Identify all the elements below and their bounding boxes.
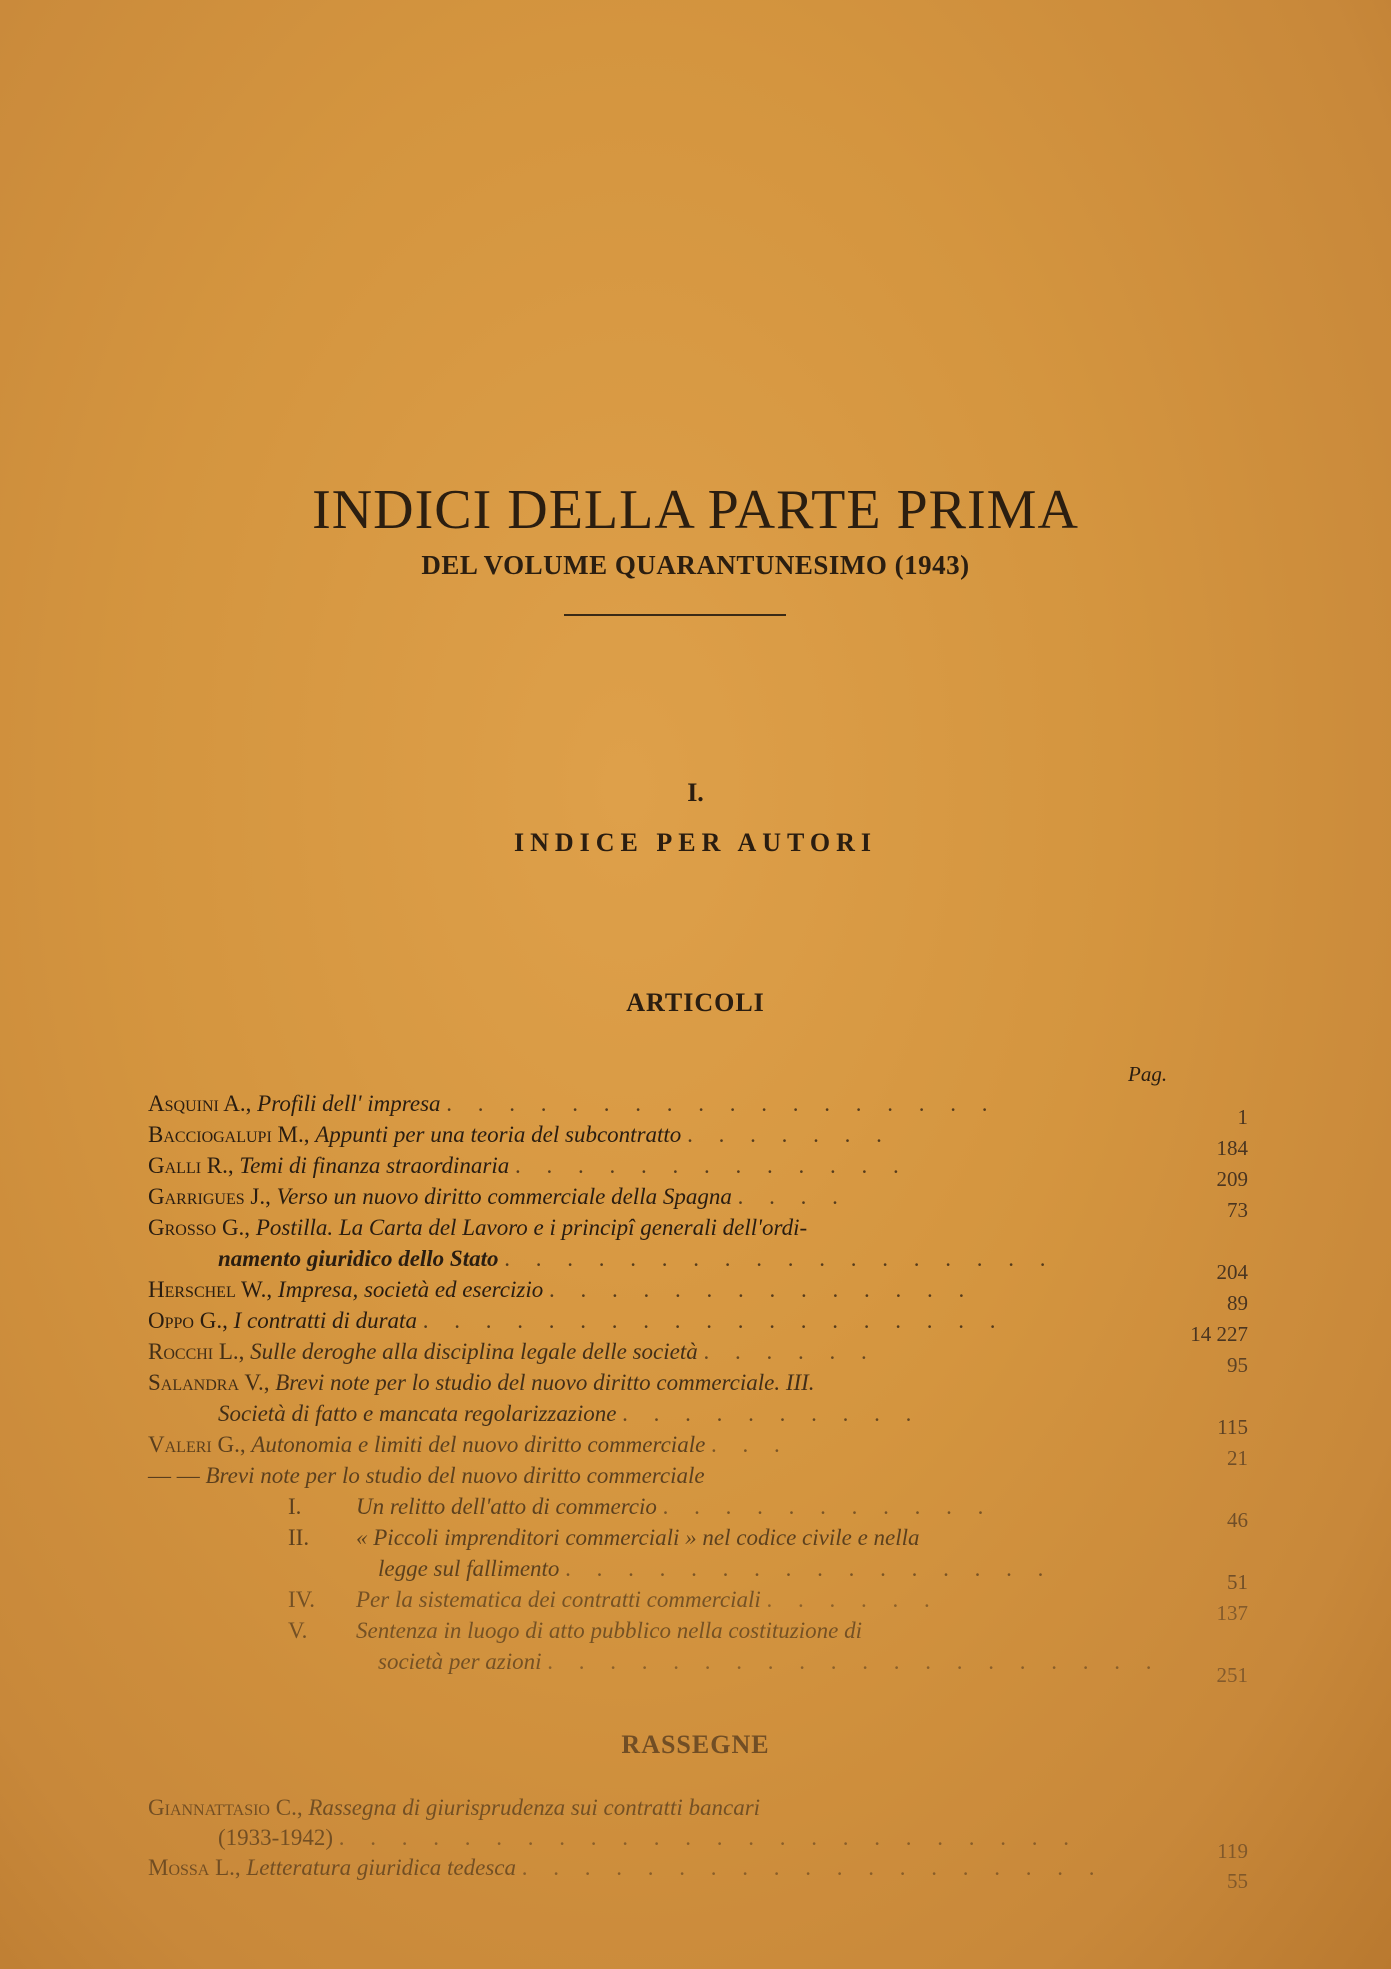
entry-title: Letteratura giuridica tedesca	[246, 1855, 516, 1880]
page-title: INDICI DELLA PARTE PRIMA	[312, 479, 1079, 541]
entry-number: I.	[288, 1494, 302, 1519]
entry-title: Appunti per una teoria del subcontratto	[315, 1122, 682, 1147]
entry-title: società per azioni	[378, 1649, 542, 1674]
list-item	[148, 1212, 1248, 1243]
entry-page: 73	[1227, 1198, 1248, 1222]
leader-dots: . . . . . . . . . .	[622, 1401, 922, 1426]
entry-page: 46	[1227, 1508, 1248, 1532]
entry-title: Postilla. La Carta del Lavoro e i principî generali dell'ordi-	[255, 1215, 808, 1240]
list-item	[148, 1584, 1248, 1625]
entry-page: 204	[1216, 1260, 1248, 1284]
list-item	[148, 1243, 1248, 1284]
entry-author: Oppo G.,	[148, 1308, 228, 1333]
list-item	[148, 1367, 1248, 1398]
leader-dots: . . . . . . . . . . .	[662, 1494, 994, 1519]
entry-title: Autonomia e limiti del nuovo diritto commerciale	[251, 1432, 706, 1457]
entry-title: Sentenza in luogo di atto pubblico nella costituzione di	[356, 1618, 862, 1643]
rassegne-heading: RASSEGNE	[621, 1730, 770, 1759]
leader-dots: . . . . . . . . . . . . . . . . . . . .	[547, 1649, 1162, 1674]
entry-author: Giannattasio C.,	[148, 1795, 303, 1820]
entry-author: Galli R.,	[148, 1153, 234, 1178]
entry-title: namento giuridico dello Stato	[218, 1246, 499, 1271]
entry-number: V.	[288, 1618, 308, 1643]
entry-page: 184	[1216, 1136, 1248, 1160]
entry-title: Profili dell' impresa	[257, 1091, 441, 1116]
entry-page: 89	[1227, 1291, 1248, 1315]
list-item	[148, 1822, 1248, 1863]
entry-page: 119	[1217, 1839, 1248, 1863]
list-item	[148, 1398, 1248, 1439]
entry-title: I contratti di durata	[233, 1308, 417, 1333]
leader-dots: . . . . . . . . . . . . . . . . . . . . . . . .	[338, 1825, 1079, 1850]
page-column-label: Pag.	[1128, 1062, 1168, 1086]
entry-title: « Piccoli imprenditori commerciali » nel codice civile e nella	[356, 1525, 920, 1550]
articoli-heading: ARTICOLI	[626, 988, 765, 1017]
list-item	[148, 1181, 1248, 1222]
entry-title: Verso un nuovo diritto commerciale della Spagna	[276, 1184, 732, 1209]
list-item	[148, 1792, 1248, 1822]
section-number: I.	[687, 778, 704, 807]
entry-author: Asquini A.,	[148, 1091, 252, 1116]
entry-title: Sulle deroghe alla disciplina legale delle società	[250, 1339, 698, 1364]
leader-dots: . . . . . . . . . . . . . . . . . .	[446, 1091, 998, 1116]
entry-title: Brevi note per lo studio del nuovo diritto commerciale	[205, 1463, 705, 1488]
leader-dots: . . .	[711, 1432, 790, 1457]
leader-dots: . . . . . . . . . . . . . . . . . . .	[422, 1308, 1006, 1333]
entry-page: 95	[1227, 1353, 1248, 1377]
title-rule	[564, 614, 786, 616]
entry-author: Salandra V.,	[148, 1370, 270, 1395]
list-item	[148, 1336, 1248, 1377]
entry-title: Brevi note per lo studio del nuovo diritto commerciale. III.	[275, 1370, 815, 1395]
page-subtitle: DEL VOLUME QUARANTUNESIMO (1943)	[421, 550, 970, 580]
entry-author: — —	[148, 1463, 200, 1488]
entry-page: 55	[1227, 1869, 1248, 1893]
list-item	[148, 1429, 1248, 1470]
entry-author: Herschel W.,	[148, 1277, 273, 1302]
entry-page: 209	[1216, 1167, 1248, 1191]
entry-page: 251	[1216, 1663, 1248, 1687]
list-item	[148, 1274, 1248, 1315]
entry-title: (1933-1942)	[218, 1825, 333, 1850]
list-item	[148, 1150, 1248, 1191]
list-item	[148, 1119, 1248, 1160]
entry-title: legge sul fallimento	[378, 1556, 560, 1581]
entry-title: Per la sistematica dei contratti commerciali	[356, 1587, 761, 1612]
rassegne-list	[148, 1792, 1248, 1893]
leader-dots: . . . . . . . . . . . . . . . .	[565, 1556, 1054, 1581]
list-item	[148, 1553, 1248, 1594]
entry-author: Garrigues J.,	[148, 1184, 271, 1209]
section-title: INDICE PER AUTORI	[513, 828, 877, 857]
list-item	[148, 1305, 1248, 1346]
entry-number: IV.	[288, 1587, 316, 1612]
leader-dots: . . . . . . .	[687, 1122, 892, 1147]
leader-dots: . . . . . . . . . . . . . . . . . . .	[521, 1855, 1105, 1880]
list-item	[148, 1852, 1248, 1893]
entry-page: 51	[1227, 1570, 1248, 1594]
entry-author: Valeri G.,	[148, 1432, 246, 1457]
list-item	[148, 1615, 1248, 1646]
entry-author: Bacciogalupi M.,	[148, 1122, 310, 1147]
entry-title: Impresa, società ed esercizio	[277, 1277, 544, 1302]
leader-dots: . . . . . .	[766, 1587, 940, 1612]
entry-page: 137	[1216, 1601, 1248, 1625]
leader-dots: . . . . . . . . . . . . . .	[548, 1277, 975, 1302]
entry-author: Rocchi L.,	[148, 1339, 245, 1364]
entry-title: Un relitto dell'atto di commercio	[356, 1494, 657, 1519]
list-item	[148, 1491, 1248, 1532]
entry-page: 115	[1217, 1415, 1248, 1439]
entry-page: 21	[1227, 1446, 1248, 1470]
leader-dots: . . . . . . . . . . . . .	[515, 1153, 909, 1178]
list-item	[148, 1522, 1248, 1553]
entry-number: II.	[288, 1525, 310, 1550]
list-item	[148, 1646, 1248, 1687]
articoli-list	[148, 1088, 1248, 1687]
entry-page: 14 227	[1190, 1322, 1248, 1346]
entry-author: Mossa L.,	[148, 1855, 241, 1880]
entry-title: Società di fatto e mancata regolarizzazione	[218, 1401, 617, 1426]
leader-dots: . . . . . .	[703, 1339, 877, 1364]
entry-title: Rassegna di giurisprudenza sui contratti bancari	[308, 1795, 761, 1820]
list-item	[148, 1088, 1248, 1129]
leader-dots: . . . .	[737, 1184, 848, 1209]
entry-title: Temi di finanza straordinaria	[239, 1153, 510, 1178]
list-item	[148, 1460, 1248, 1491]
entry-author: Grosso G.,	[148, 1215, 251, 1240]
entry-page: 1	[1237, 1105, 1248, 1129]
leader-dots: . . . . . . . . . . . . . . . . . .	[504, 1246, 1056, 1271]
